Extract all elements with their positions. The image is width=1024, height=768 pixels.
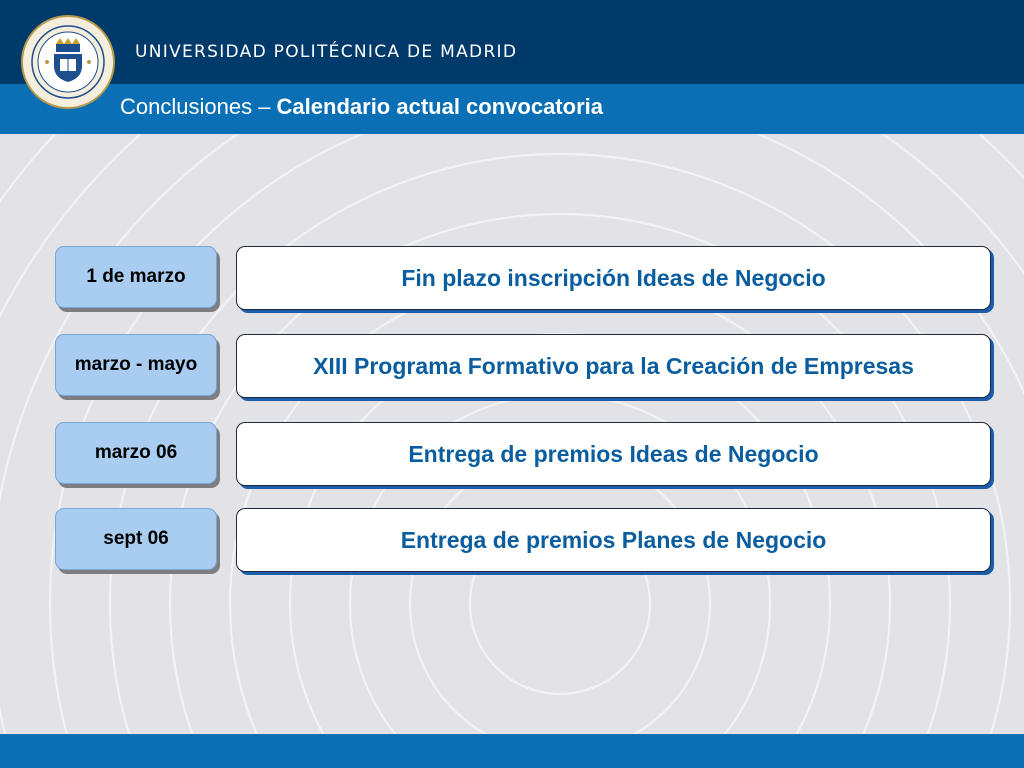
event-label: Entrega de premios Ideas de Negocio bbox=[236, 422, 991, 486]
calendar-row bbox=[0, 422, 1024, 490]
event-label: Fin plazo inscripción Ideas de Negocio bbox=[236, 246, 991, 310]
calendar-row bbox=[0, 508, 1024, 576]
date-label: 1 de marzo bbox=[55, 246, 217, 308]
title-bold: Calendario actual convocatoria bbox=[276, 94, 603, 119]
calendar-row bbox=[0, 246, 1024, 314]
slide-title bbox=[120, 94, 603, 120]
event-label: XIII Programa Formativo para la Creación de Empresas bbox=[236, 334, 991, 398]
date-label: sept 06 bbox=[55, 508, 217, 570]
calendar-row bbox=[0, 334, 1024, 402]
title-prefix: Conclusiones – bbox=[120, 94, 277, 119]
event-label: Entrega de premios Planes de Negocio bbox=[236, 508, 991, 572]
date-label: marzo 06 bbox=[55, 422, 217, 484]
university-name: UNIVERSIDAD POLITÉCNICA DE MADRID bbox=[135, 42, 518, 62]
date-label: marzo - mayo bbox=[55, 334, 217, 396]
footer-bar bbox=[0, 734, 1024, 768]
university-seal-icon bbox=[20, 14, 116, 110]
